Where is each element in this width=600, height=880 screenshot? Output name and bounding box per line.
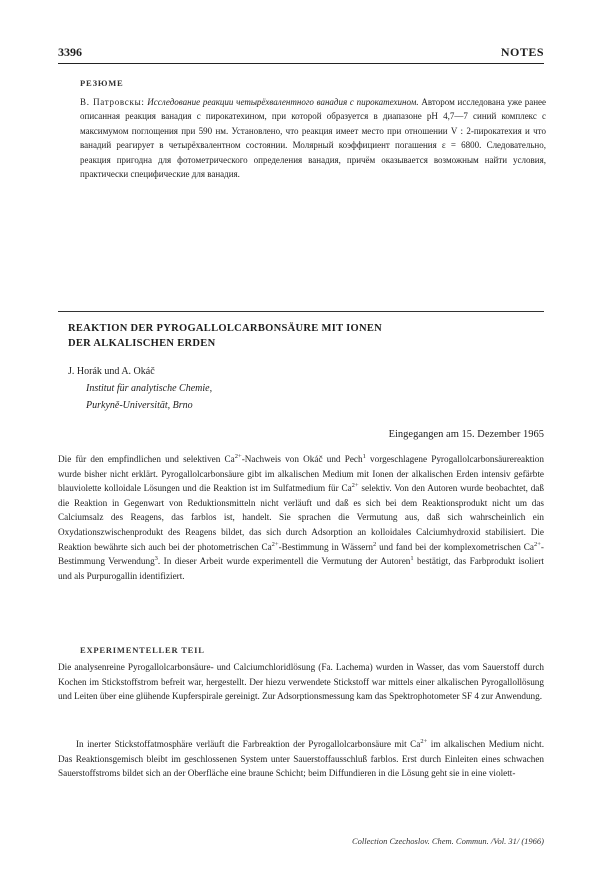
article-title (68, 321, 508, 351)
page-header (58, 45, 544, 63)
footer-citation: Collection Czechoslov. Chem. Commun. /Vol. 31/ (1966) (351, 836, 544, 846)
text-run: im alkalischen Medium nicht. Das Reaktionsgemisch bleibt im geschlossenen System unter Sauerstoffausschluß farblos. Erst durch Einleiten eines schwachen Sauerstoffstroms bildet sich an der Oberfläche eine braune Schicht; beim Diffundieren in die Lösung geht sie in eine violett- (58, 739, 545, 779)
intro-paragraph (58, 452, 544, 583)
text-run: . In dieser Arbeit wurde experimentell die Vermutung der Autoren (157, 556, 411, 567)
experimental-paragraph-2 (58, 737, 544, 781)
resume-author: В. Патровскы: (80, 97, 145, 107)
experimental-paragraph-1: Die analysenreine Pyrogallolcarbonsäure- und Calciumchloridlösung (Fa. Lachema) wurden in Wasser, das vom Sauerstoff durch Kochen im Stickstoffstrom befreit war, hergestellt. Der hiezu verwendete Stickstoff war mittels einer alkalischen Pyrogallollösung und Leiten über eine glühende Kupferspirale gereinigt. Zur Adsorptionsmessung kam das Spektrophotometer SF 4 zur Anwendung. (58, 662, 544, 702)
header-rule (58, 63, 544, 64)
resume-title: Исследование реакции четырёхвалентного ванадия с пирокатехином. (147, 97, 419, 107)
page-number: 3396 (58, 45, 82, 59)
superscript-charge: 2+ (351, 482, 359, 490)
text-run: bestätigt, das Farbprodukt isoliert und als Purpurogallin identifiziert. (58, 556, 544, 581)
text-run: vorgeschlagene Pyrogallolcarbonsäurereaktion wurde bisher nicht erklärt. Pyrogallolcarbonsäure gibt im alkalischen Medium mit Ionen der alkalischen Erden intensiv gefärbte blauviolette kolloidale Lösungen und die Reaktion ist im Sulfatmedium für Ca (58, 454, 544, 494)
article-title-line-1: REAKTION DER PYROGALLOLCARBONSÄURE MIT IONEN (68, 323, 383, 334)
affiliation-line-1: Institut für analytische Chemie, (86, 383, 213, 394)
superscript-charge: 2+ (234, 452, 242, 460)
text-run: und fand bei der komplexometrischen Ca (376, 541, 534, 552)
article-divider (58, 311, 544, 312)
article-authors: J. Horák und A. Okáč (68, 366, 155, 377)
reference-mark: 3 (154, 555, 158, 563)
text-run: -Nachweis von Okáč und Pech (241, 454, 363, 464)
superscript-charge: 2+ (534, 540, 541, 548)
text-run: -Bestimmung in Wässern (278, 541, 374, 552)
text-run: selektiv. Von den Autoren wurde beobachtet, daß die Reaktion in Gegenwart von Reduktionsmitteln nicht verläuft und daß es sich bei dem Reaktionsprodukt nicht um das Calciumsalz des Reagens, das farblos ist, handelt. Sie sprachen die Vermutung aus, daß sich wahrscheinlich ein Oxydationszwischenprodukt des Reagens bildet, das sich durch Adsorption an kolloidales Calciumhydroxid stabilisiert. Die Reaktion bewährte sich auch bei der photometrischen Ca (58, 483, 544, 552)
affiliation-line-2: Purkyně-Universität, Brno (86, 400, 193, 411)
received-date: Eingegangen am 15. Dezember 1965 (388, 429, 544, 440)
text-run: Die für den empfindlichen und selektiven Ca (58, 454, 235, 464)
reference-mark: 2 (373, 540, 377, 548)
reference-mark: 1 (362, 452, 366, 460)
superscript-charge: 2+ (271, 540, 279, 548)
experimental-heading: EXPERIMENTELLER TEIL (80, 645, 205, 655)
superscript-charge: 2+ (420, 737, 428, 745)
section-name: NOTES (500, 45, 544, 59)
resume-body: Автором исследована уже ранее описанная реакция ванадия с пирокатехином, при которой образуется в диапазоне рН 4,7—7 синий комплекс с максимумом поглощения при 590 нм. Установлено, что реакция имеет место при отношении V : 2-пирокатехия и что ванадий реагирует в четырёхвалентном состоянии. Молярный коэффициент погашения ε = 6800. Следовательно, реакция пригодна для фотометрического определения ванадия, причём оказывается возможным найти условия, практически специфические для ванадия. (80, 97, 547, 180)
text-run: In inerter Stickstoffatmosphäre verläuft die Farbreaktion der Pyrogallolcarbonsäure mit Ca (76, 739, 421, 749)
text-run: -Bestimmung Verwendung (58, 541, 544, 567)
resume-paragraph (80, 95, 546, 181)
resume-heading: РЕЗЮМЕ (80, 78, 124, 88)
article-title-line-2: DER ALKALISCHEN ERDEN (68, 338, 216, 349)
reference-mark: 1 (410, 555, 414, 563)
